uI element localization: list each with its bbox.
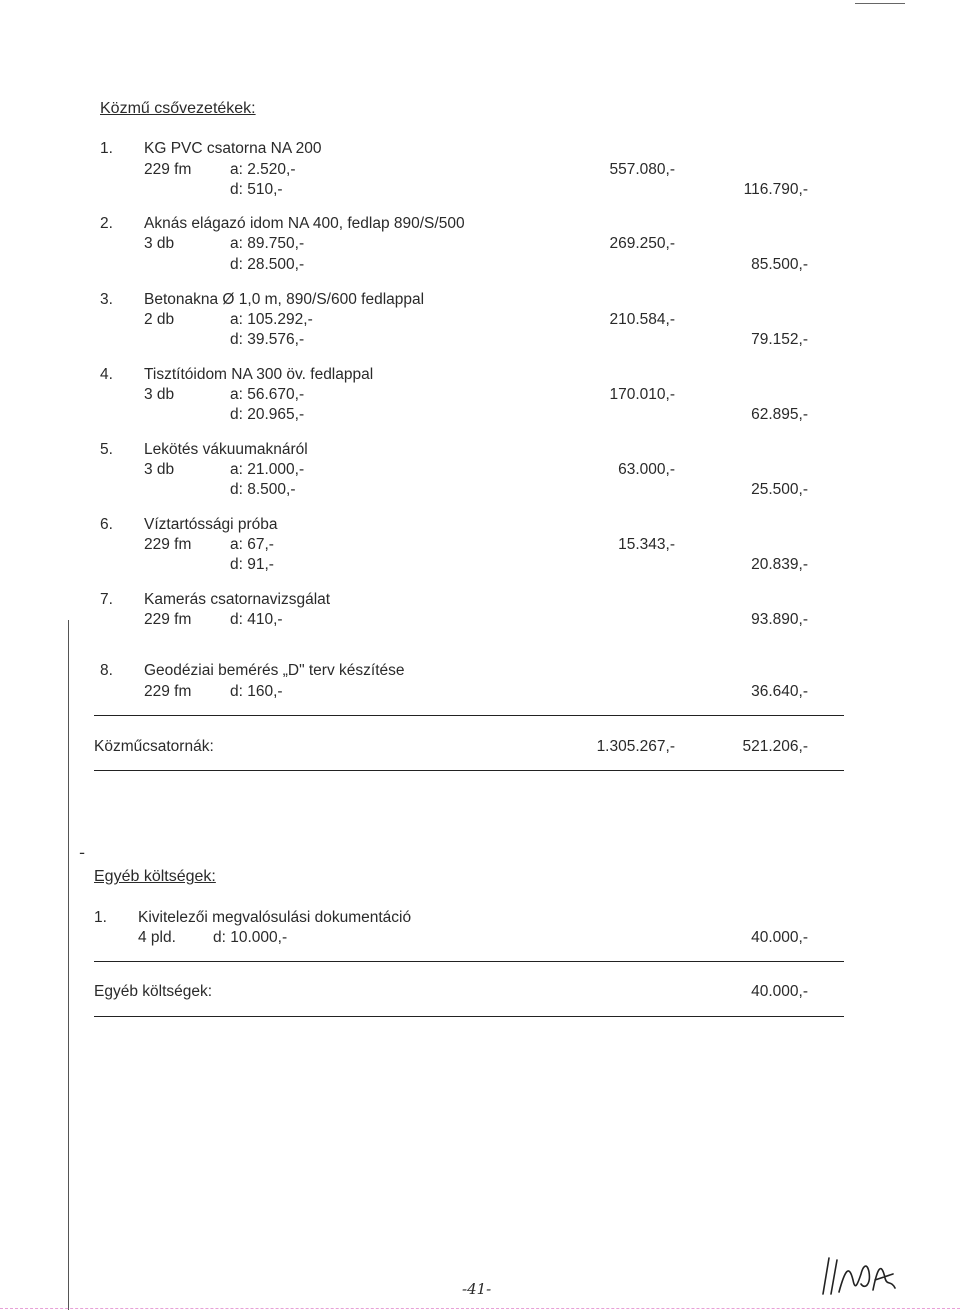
item-a-total: 557.080,- [609, 161, 675, 178]
item-title: Kamerás csatornavizsgálat [144, 591, 331, 608]
item-title: Aknás elágazó idom NA 400, fedlap 890/S/500 [144, 215, 465, 232]
item-number: 1. [94, 909, 107, 926]
item-quantity: 2 db [144, 311, 175, 328]
item-d-unit: d: 10.000,- [213, 929, 288, 946]
section-heading-egyeb: Egyéb költségek: [94, 868, 216, 885]
item-d-unit: d: 410,- [230, 611, 283, 628]
item-number: 3. [100, 291, 113, 308]
page-number: -41- [462, 1280, 492, 1298]
item-quantity: 229 fm [144, 611, 192, 628]
item-d-unit: d: 39.576,- [230, 331, 305, 348]
signature-icon [815, 1250, 905, 1300]
item-a-unit: a: 56.670,- [230, 386, 305, 403]
item-title: Geodéziai bemérés „D" terv készítése [144, 662, 405, 679]
scan-edge-line [68, 620, 69, 1310]
item-a-unit: a: 67,- [230, 536, 274, 553]
subtotal-d: 40.000,- [751, 983, 808, 1000]
item-a-unit: a: 21.000,- [230, 461, 305, 478]
item-d-total: 36.640,- [751, 683, 808, 700]
item-quantity: 229 fm [144, 536, 192, 553]
item-a-total: 15.343,- [618, 536, 675, 553]
item-d-total: 20.839,- [751, 556, 808, 573]
subtotal-a: 1.305.267,- [596, 738, 675, 755]
item-d-total: 40.000,- [751, 929, 808, 946]
item-number: 2. [100, 215, 113, 232]
item-d-total: 116.790,- [743, 181, 808, 198]
item-number: 6. [100, 516, 113, 533]
section-heading-kozmu: Közmű csővezetékek: [100, 100, 256, 117]
item-a-total: 210.584,- [609, 311, 675, 328]
item-title: KG PVC csatorna NA 200 [144, 140, 322, 157]
item-d-unit: d: 91,- [230, 556, 274, 573]
item-d-total: 62.895,- [751, 406, 808, 423]
item-d-total: 25.500,- [751, 481, 808, 498]
item-title: Víztartóssági próba [144, 516, 278, 533]
divider [94, 715, 844, 716]
item-d-unit: d: 160,- [230, 683, 283, 700]
item-a-total: 63.000,- [618, 461, 675, 478]
item-number: 5. [100, 441, 113, 458]
item-title: Betonakna Ø 1,0 m, 890/S/600 fedlappal [144, 291, 425, 308]
item-d-total: 79.152,- [751, 331, 808, 348]
item-d-unit: d: 8.500,- [230, 481, 296, 498]
subtotal-label: Egyéb költségek: [94, 983, 213, 1000]
item-a-unit: a: 105.292,- [230, 311, 313, 328]
item-a-total: 170.010,- [609, 386, 675, 403]
item-number: 4. [100, 366, 113, 383]
divider [94, 961, 844, 962]
item-quantity: 3 db [144, 235, 175, 252]
item-quantity: 229 fm [144, 161, 192, 178]
item-d-unit: d: 510,- [230, 181, 283, 198]
item-title: Lekötés vákuumaknáról [144, 441, 308, 458]
item-d-unit: d: 28.500,- [230, 256, 305, 273]
item-a-unit: a: 2.520,- [230, 161, 296, 178]
item-quantity: 4 pld. [138, 929, 176, 946]
scan-top-mark [855, 3, 905, 4]
item-a-total: 269.250,- [609, 235, 675, 252]
item-quantity: 3 db [144, 386, 175, 403]
divider [94, 1016, 844, 1017]
subtotal-d: 521.206,- [742, 738, 808, 755]
item-d-total: 93.890,- [751, 611, 808, 628]
scan-mark: ـ [80, 841, 85, 857]
item-number: 7. [100, 591, 113, 608]
item-number: 8. [100, 662, 113, 679]
item-number: 1. [100, 140, 113, 157]
divider [94, 770, 844, 771]
item-quantity: 229 fm [144, 683, 192, 700]
item-quantity: 3 db [144, 461, 175, 478]
item-title: Kivitelezői megvalósulási dokumentáció [138, 909, 412, 926]
item-d-total: 85.500,- [751, 256, 808, 273]
item-a-unit: a: 89.750,- [230, 235, 305, 252]
scan-border-line [0, 1308, 960, 1309]
item-title: Tisztítóidom NA 300 öv. fedlappal [144, 366, 374, 383]
subtotal-label: Közműcsatornák: [94, 738, 214, 755]
item-d-unit: d: 20.965,- [230, 406, 305, 423]
